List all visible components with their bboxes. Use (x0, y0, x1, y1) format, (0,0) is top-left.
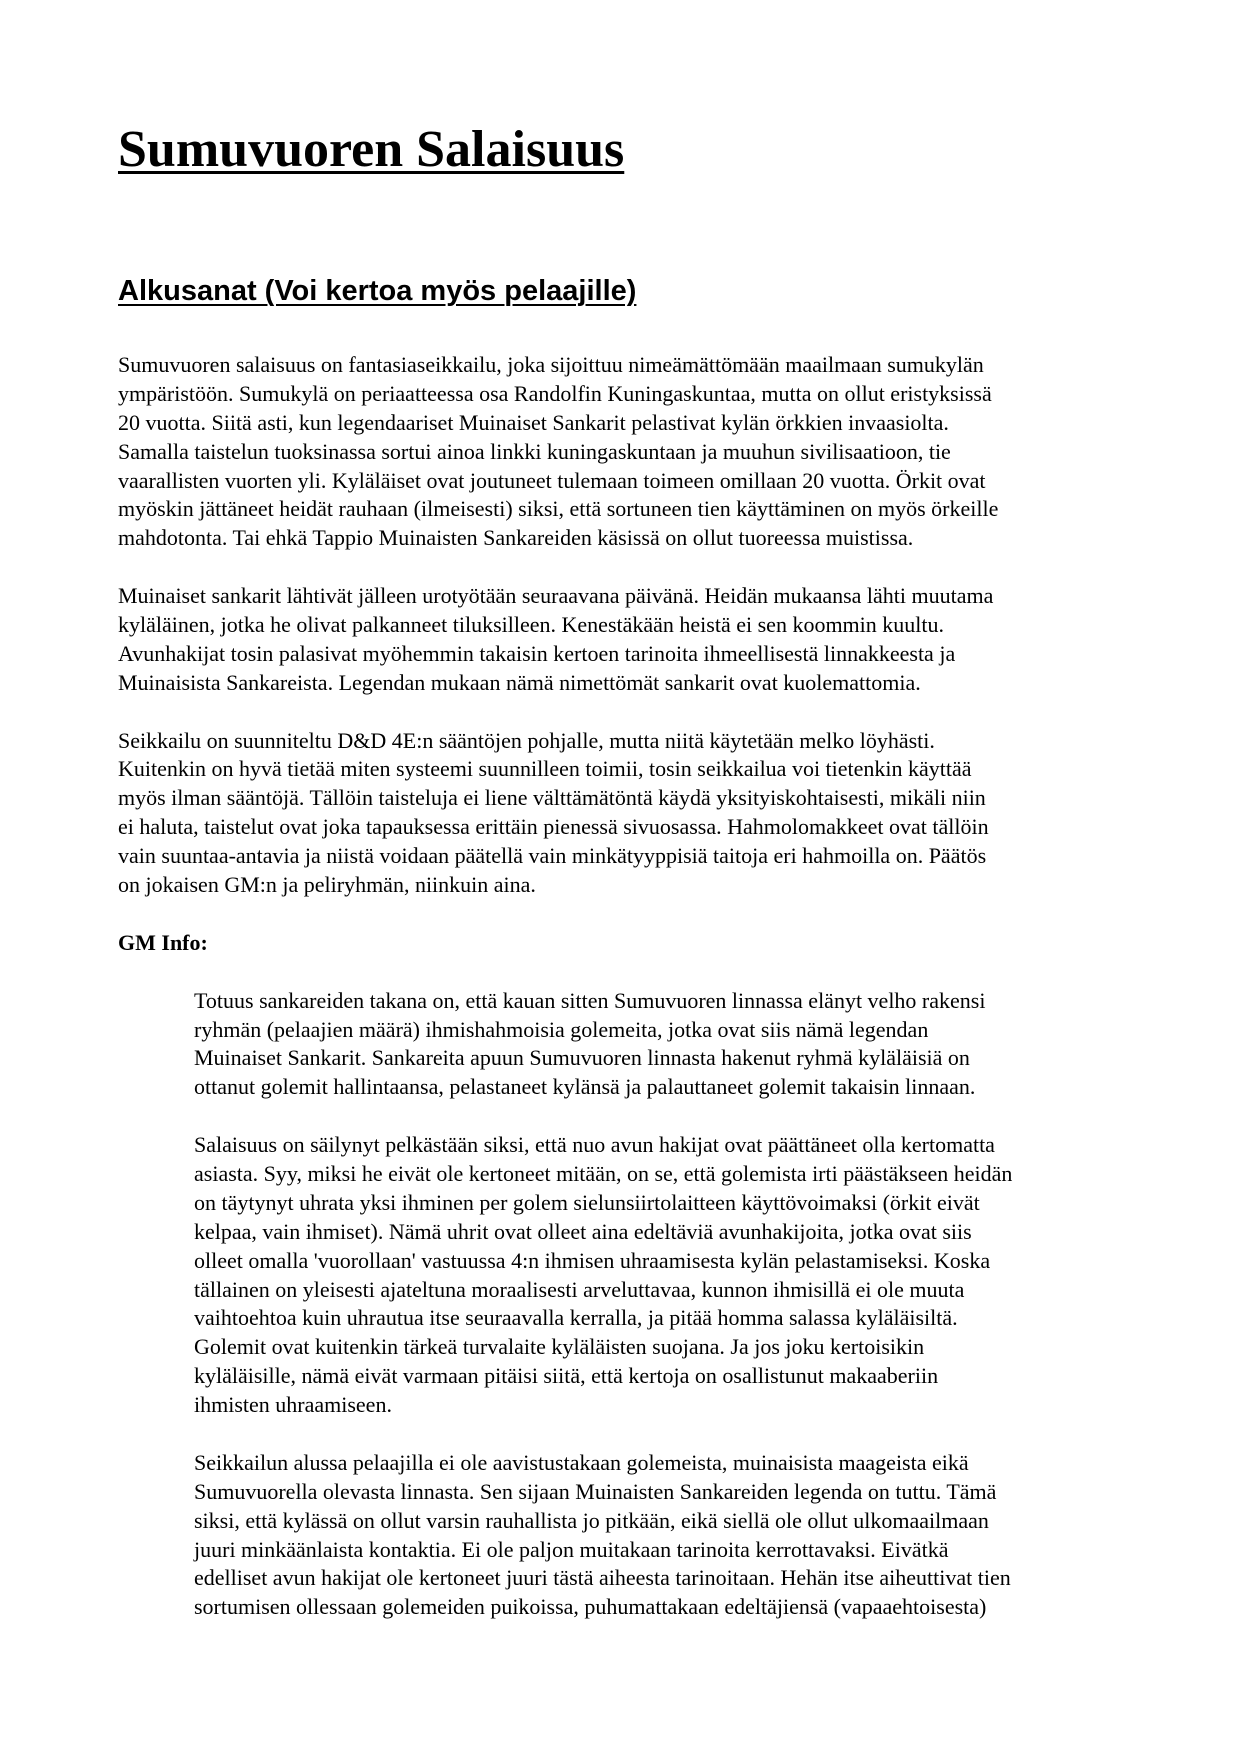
text-line: olleet omalla 'vuorollaan' vastuussa 4:n ihmisen uhraamisesta kylän pelastamiseksi. Koska (194, 1247, 991, 1273)
text-line: ottanut golemit hallintaansa, pelastaneet kylänsä ja palauttaneet golemit takaisin linnaan. (194, 1074, 976, 1100)
text-line: Seikkailun alussa pelaajilla ei ole aavistustakaan golemeista, muinaisista maageista eikä (194, 1449, 969, 1475)
section-heading-alkusanat: Alkusanat (Voi kertoa myös pelaajille) (118, 275, 637, 307)
intro-paragraph-3 (118, 727, 1128, 900)
text-line: vaihtoehtoa kuin uhrautua itse seuraavalla kerralla, ja pitää homma salassa kyläläisiltä. (194, 1305, 958, 1331)
text-line: edelliset avun hakijat ole kertoneet juuri tästä aiheesta tarinoitaan. Hehän itse aiheuttivat tien (194, 1565, 1011, 1591)
text-line: Kuitenkin on hyvä tietää miten systeemi suunnilleen toimii, tosin seikkailua voi tietenkin käyttää (118, 756, 972, 782)
text-line: ympäristöön. Sumukylä on periaatteessa osa Randolfin Kuningaskuntaa, mutta on ollut eristyksissä (118, 380, 992, 406)
document-body (118, 351, 1128, 1651)
text-line: juuri minkäänlaista kontaktia. Ei ole paljon muitakaan tarinoita kerrottavaksi. Eivätkä (194, 1536, 949, 1562)
intro-paragraph-1 (118, 351, 1128, 553)
text-line: Avunhakijat tosin palasivat myöhemmin takaisin kertoen tarinoita ihmeellisestä linnakkeesta ja (118, 640, 956, 666)
text-line: myös ilman sääntöjä. Tällöin taisteluja ei liene välttämätöntä käydä yksityiskohtaisesti, mikäli niin (118, 785, 986, 811)
text-line: Muinaiset sankarit lähtivät jälleen urotyötään seuraavana päivänä. Heidän mukaansa lähti muutama (118, 583, 994, 609)
text-line: sortumisen ollessaan golemeiden puikoissa, puhumattakaan edeltäjiensä (vapaaehtoisesta) (194, 1594, 987, 1620)
text-line: on täytynyt uhrata yksi ihminen per golem sielunsiirtolaitteen käyttövoimaksi (örkit eivät (194, 1189, 980, 1215)
text-line: 20 vuotta. Siitä asti, kun legendaariset Muinaiset Sankarit pelastivat kylän örkkien invaasiolta. (118, 409, 949, 435)
text-line: vaarallisten vuorten yli. Kyläläiset ovat joutuneet tulemaan toimeen omillaan 20 vuotta. Örkit ovat (118, 467, 986, 493)
gm-info-label: GM Info: (118, 929, 208, 955)
text-line: Salaisuus on säilynyt pelkästään siksi, että nuo avun hakijat ovat päättäneet olla kertomatta (194, 1132, 995, 1158)
text-line: kelpaa, vain ihmiset). Nämä uhrit ovat olleet aina edeltäviä avunhakijoita, jotka ovat siis (194, 1218, 972, 1244)
text-line: vain suuntaa-antavia ja niistä voidaan päätellä vain minkätyyppisiä taitoja eri hahmoilla on. Päätös (118, 843, 987, 869)
text-line: Sumuvuorella olevasta linnasta. Sen sijaan Muinaisten Sankareiden legenda on tuttu. Tämä (194, 1478, 997, 1504)
text-line: Muinaiset Sankarit. Sankareita apuun Sumuvuoren linnasta hakenut ryhmä kyläläisiä on (194, 1045, 970, 1071)
text-line: on jokaisen GM:n ja peliryhmän, niinkuin aina. (118, 872, 536, 898)
text-line: myöskin jättäneet heidät rauhaan (ilmeisesti) siksi, että sortuneen tien käyttäminen on myös örkeille (118, 496, 999, 522)
text-line: Sumuvuoren salaisuus on fantasiaseikkailu, joka sijoittuu nimeämättömään maailmaan sumukylän (118, 352, 984, 377)
gm-paragraph-3 (118, 1449, 1128, 1622)
text-line: Totuus sankareiden takana on, että kauan sitten Sumuvuoren linnassa elänyt velho rakensi (194, 987, 986, 1013)
text-line: siksi, että kylässä on ollut varsin rauhallista jo pitkään, eikä siellä ole ollut ulkomaailmaan (194, 1507, 989, 1533)
document-title: Sumuvuoren Salaisuus (118, 121, 625, 178)
intro-paragraph-2 (118, 582, 1128, 698)
text-line: kyläläinen, jotka he olivat palkanneet tiluksilleen. Kenestäkään heistä ei sen koommin kuultu. (118, 612, 944, 638)
text-line: Samalla taistelun tuoksinassa sortui ainoa linkki kuningaskuntaan ja muuhun sivilisaatioon, tie (118, 438, 951, 464)
gm-paragraph-2 (118, 1131, 1128, 1420)
text-line: ihmisten uhraamiseen. (194, 1392, 392, 1418)
text-line: tällainen on yleisesti ajateltuna moraalisesti arveluttavaa, kunnon ihmisillä ei ole muuta (194, 1276, 965, 1302)
text-line: mahdotonta. Tai ehkä Tappio Muinaisten Sankareiden käsissä on ollut tuoreessa muistissa. (118, 525, 914, 551)
text-line: ei haluta, taistelut ovat joka tapauksessa erittäin pienessä sivuosassa. Hahmolomakkeet ovat tällöin (118, 814, 989, 840)
text-line: Seikkailu on suunniteltu D&D 4E:n sääntöjen pohjalle, mutta niitä käytetään melko löyhästi. (118, 727, 935, 753)
text-line: asiasta. Syy, miksi he eivät ole kertoneet mitään, on se, että golemista irti päästäkseen heidän (194, 1160, 1013, 1186)
gm-paragraph-1 (118, 987, 1128, 1103)
text-line: ryhmän (pelaajien määrä) ihmishahmoisia golemeita, jotka ovat siis nämä legendan (194, 1016, 929, 1042)
text-line: kyläläisille, nämä eivät varmaan pitäisi siitä, että kertoja on osallistunut makaaberiin (194, 1363, 939, 1389)
text-line: Muinaisista Sankareista. Legendan mukaan nämä nimettömät sankarit ovat kuolemattomia. (118, 669, 921, 695)
text-line: Golemit ovat kuitenkin tärkeä turvalaite kyläläisten suojana. Ja jos joku kertoisikin (194, 1334, 925, 1360)
